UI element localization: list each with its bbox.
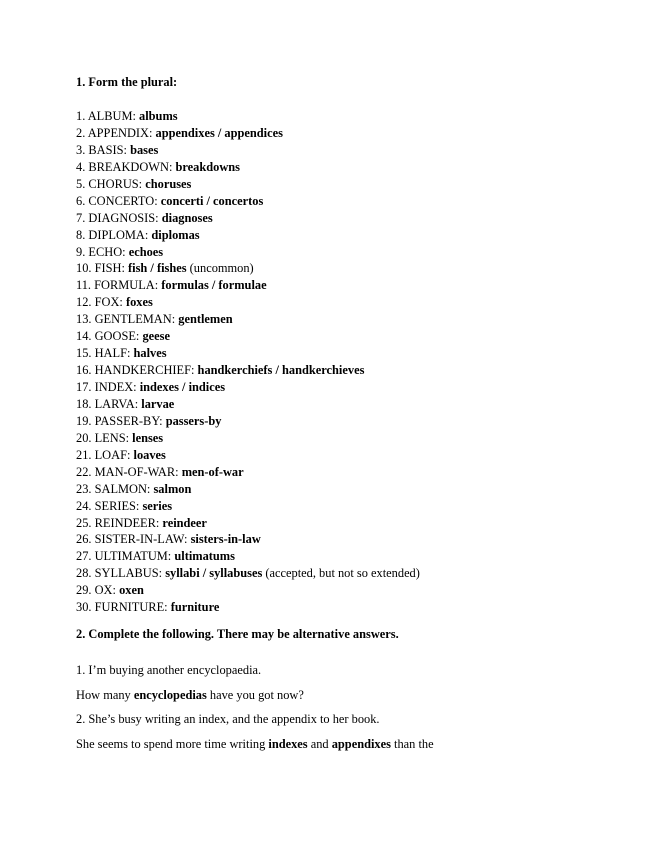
item-answer: reindeer xyxy=(162,515,207,530)
list-item xyxy=(76,396,636,413)
item-word: LOAF: xyxy=(94,447,131,462)
list-item xyxy=(76,244,636,261)
item-number: 5. xyxy=(76,176,86,191)
item-word: FORMULA: xyxy=(94,278,159,293)
item-answer: diplomas xyxy=(151,227,200,242)
exercise-line xyxy=(76,732,636,757)
item-answer: loaves xyxy=(133,447,166,462)
item-number: 3. xyxy=(76,142,86,157)
item-answer: series xyxy=(142,498,173,513)
item-answer: choruses xyxy=(145,176,192,191)
item-answer: salmon xyxy=(153,481,192,496)
list-item xyxy=(76,413,636,430)
item-number: 30. xyxy=(76,600,92,615)
item-answer: lenses xyxy=(132,430,164,445)
list-item xyxy=(76,210,636,227)
list-item xyxy=(76,193,636,210)
list-item xyxy=(76,548,636,565)
item-answer: foxes xyxy=(125,295,153,310)
item-answer: larvae xyxy=(141,396,175,411)
exercise-answer: encyclopedias xyxy=(133,687,207,702)
list-item xyxy=(76,498,636,515)
list-item xyxy=(76,125,636,142)
item-word: LARVA: xyxy=(94,396,139,411)
item-answer: men-of-war xyxy=(181,464,244,479)
list-item xyxy=(76,599,636,616)
item-note: (accepted, but not so extended) xyxy=(265,566,420,581)
item-answer: ultimatums xyxy=(174,549,235,564)
item-answer: passers-by xyxy=(165,413,222,428)
item-number: 2. xyxy=(76,125,86,140)
section2-heading: 2. Complete the following. There may be alternative answers. xyxy=(76,627,399,642)
item-number: 28. xyxy=(76,566,92,581)
document-page xyxy=(76,74,636,756)
exercise-text: than the xyxy=(390,736,434,751)
item-answer: concerti / concertos xyxy=(160,193,264,208)
item-number: 22. xyxy=(76,464,92,479)
item-word: ULTIMATUM: xyxy=(94,549,172,564)
exercise-text: She seems to spend more time writing xyxy=(76,736,269,751)
exercise-line xyxy=(76,658,636,683)
list-item xyxy=(76,328,636,345)
item-answer: appendixes / appendices xyxy=(155,125,283,140)
item-word: ALBUM: xyxy=(87,109,136,123)
item-number: 18. xyxy=(76,396,92,411)
list-item xyxy=(76,430,636,447)
item-word: SERIES: xyxy=(94,498,140,513)
list-item xyxy=(76,277,636,294)
list-item xyxy=(76,447,636,464)
item-answer: indexes / indices xyxy=(139,380,226,394)
item-answer: gentlemen xyxy=(178,312,233,327)
list-item xyxy=(76,176,636,193)
item-number: 4. xyxy=(76,159,86,174)
item-answer: formulas / formulae xyxy=(161,278,267,293)
exercise-text: How many xyxy=(76,687,134,702)
item-answer: oxen xyxy=(119,583,144,598)
item-answer: bases xyxy=(130,142,159,157)
item-word: ECHO: xyxy=(88,244,126,259)
item-answer: handkerchiefs / handkerchieves xyxy=(197,363,365,378)
list-item xyxy=(76,565,636,582)
list-item xyxy=(76,142,636,159)
list-item xyxy=(76,345,636,362)
item-number: 12. xyxy=(76,295,92,310)
item-note: (uncommon) xyxy=(189,261,254,276)
item-word: SALMON: xyxy=(94,481,151,496)
item-answer: geese xyxy=(142,329,170,344)
item-word: REINDEER: xyxy=(94,515,160,530)
section2 xyxy=(76,626,636,756)
exercise-lines xyxy=(76,658,636,756)
item-word: DIPLOMA: xyxy=(88,227,149,242)
item-number: 14. xyxy=(76,329,92,344)
list-item xyxy=(76,531,636,548)
item-word: CHORUS: xyxy=(88,176,143,191)
list-item xyxy=(76,362,636,379)
list-item xyxy=(76,227,636,244)
item-number: 29. xyxy=(76,583,92,598)
item-number: 20. xyxy=(76,430,92,445)
list-item xyxy=(76,379,636,396)
exercise-answer: indexes xyxy=(268,736,308,751)
item-answer: furniture xyxy=(170,600,220,615)
item-word: OX: xyxy=(94,583,116,598)
item-word: GOOSE: xyxy=(94,329,140,344)
item-word: HALF: xyxy=(94,346,131,361)
item-word: DIAGNOSIS: xyxy=(88,210,159,225)
exercise-text: have you got now? xyxy=(206,687,304,702)
item-number: 1. xyxy=(76,109,86,123)
item-word: FISH: xyxy=(94,261,125,276)
list-item xyxy=(76,311,636,328)
item-word: HANDKERCHIEF: xyxy=(94,363,195,378)
item-word: FOX: xyxy=(94,295,123,310)
item-word: CONCERTO: xyxy=(88,193,158,208)
item-number: 27. xyxy=(76,549,92,564)
item-answer: syllabi / syllabuses xyxy=(165,566,263,581)
item-number: 11. xyxy=(76,278,92,293)
section1-heading: 1. Form the plural: xyxy=(76,75,178,89)
item-word: SISTER-IN-LAW: xyxy=(94,532,188,547)
exercise-line xyxy=(76,707,636,732)
list-item xyxy=(76,515,636,532)
list-item xyxy=(76,464,636,481)
exercise-answer: appendixes xyxy=(331,736,391,751)
exercise-text: 1. I’m buying another encyclopaedia. xyxy=(76,663,262,678)
exercise-text: and xyxy=(307,736,332,751)
plural-list xyxy=(76,108,636,616)
exercise-text: 2. She’s busy writing an index, and the appendix to her book. xyxy=(76,712,380,727)
item-number: 8. xyxy=(76,227,86,242)
item-number: 6. xyxy=(76,193,86,208)
item-answer: albums xyxy=(139,109,178,123)
item-word: FURNITURE: xyxy=(94,600,168,615)
item-number: 9. xyxy=(76,244,86,259)
item-number: 7. xyxy=(76,210,86,225)
item-number: 23. xyxy=(76,481,92,496)
item-word: GENTLEMAN: xyxy=(94,312,176,327)
item-answer: echoes xyxy=(128,244,164,259)
item-answer: breakdowns xyxy=(175,159,241,174)
list-item xyxy=(76,481,636,498)
item-number: 21. xyxy=(76,447,92,462)
item-answer: halves xyxy=(133,346,167,361)
exercise-line xyxy=(76,683,636,708)
item-number: 19. xyxy=(76,413,92,428)
item-word: PASSER-BY: xyxy=(94,413,163,428)
item-number: 13. xyxy=(76,312,92,327)
item-word: LENS: xyxy=(94,430,130,445)
item-number: 10. xyxy=(76,261,92,276)
list-item xyxy=(76,260,636,277)
item-word: MAN-OF-WAR: xyxy=(94,464,179,479)
item-answer: fish / fishes xyxy=(128,261,187,276)
item-number: 25. xyxy=(76,515,92,530)
item-answer: diagnoses xyxy=(161,210,213,225)
item-word: BREAKDOWN: xyxy=(88,159,173,174)
item-word: SYLLABUS: xyxy=(94,566,163,581)
list-item xyxy=(76,108,636,125)
item-word: APPENDIX: xyxy=(87,125,153,140)
item-number: 24. xyxy=(76,498,92,513)
item-number: 26. xyxy=(76,532,92,547)
item-number: 17. xyxy=(76,380,92,394)
item-number: 16. xyxy=(76,363,92,378)
item-word: INDEX: xyxy=(94,380,137,394)
list-item xyxy=(76,582,636,599)
item-number: 15. xyxy=(76,346,92,361)
item-answer: sisters-in-law xyxy=(190,532,261,547)
list-item xyxy=(76,294,636,311)
list-item xyxy=(76,159,636,176)
item-word: BASIS: xyxy=(88,142,127,157)
